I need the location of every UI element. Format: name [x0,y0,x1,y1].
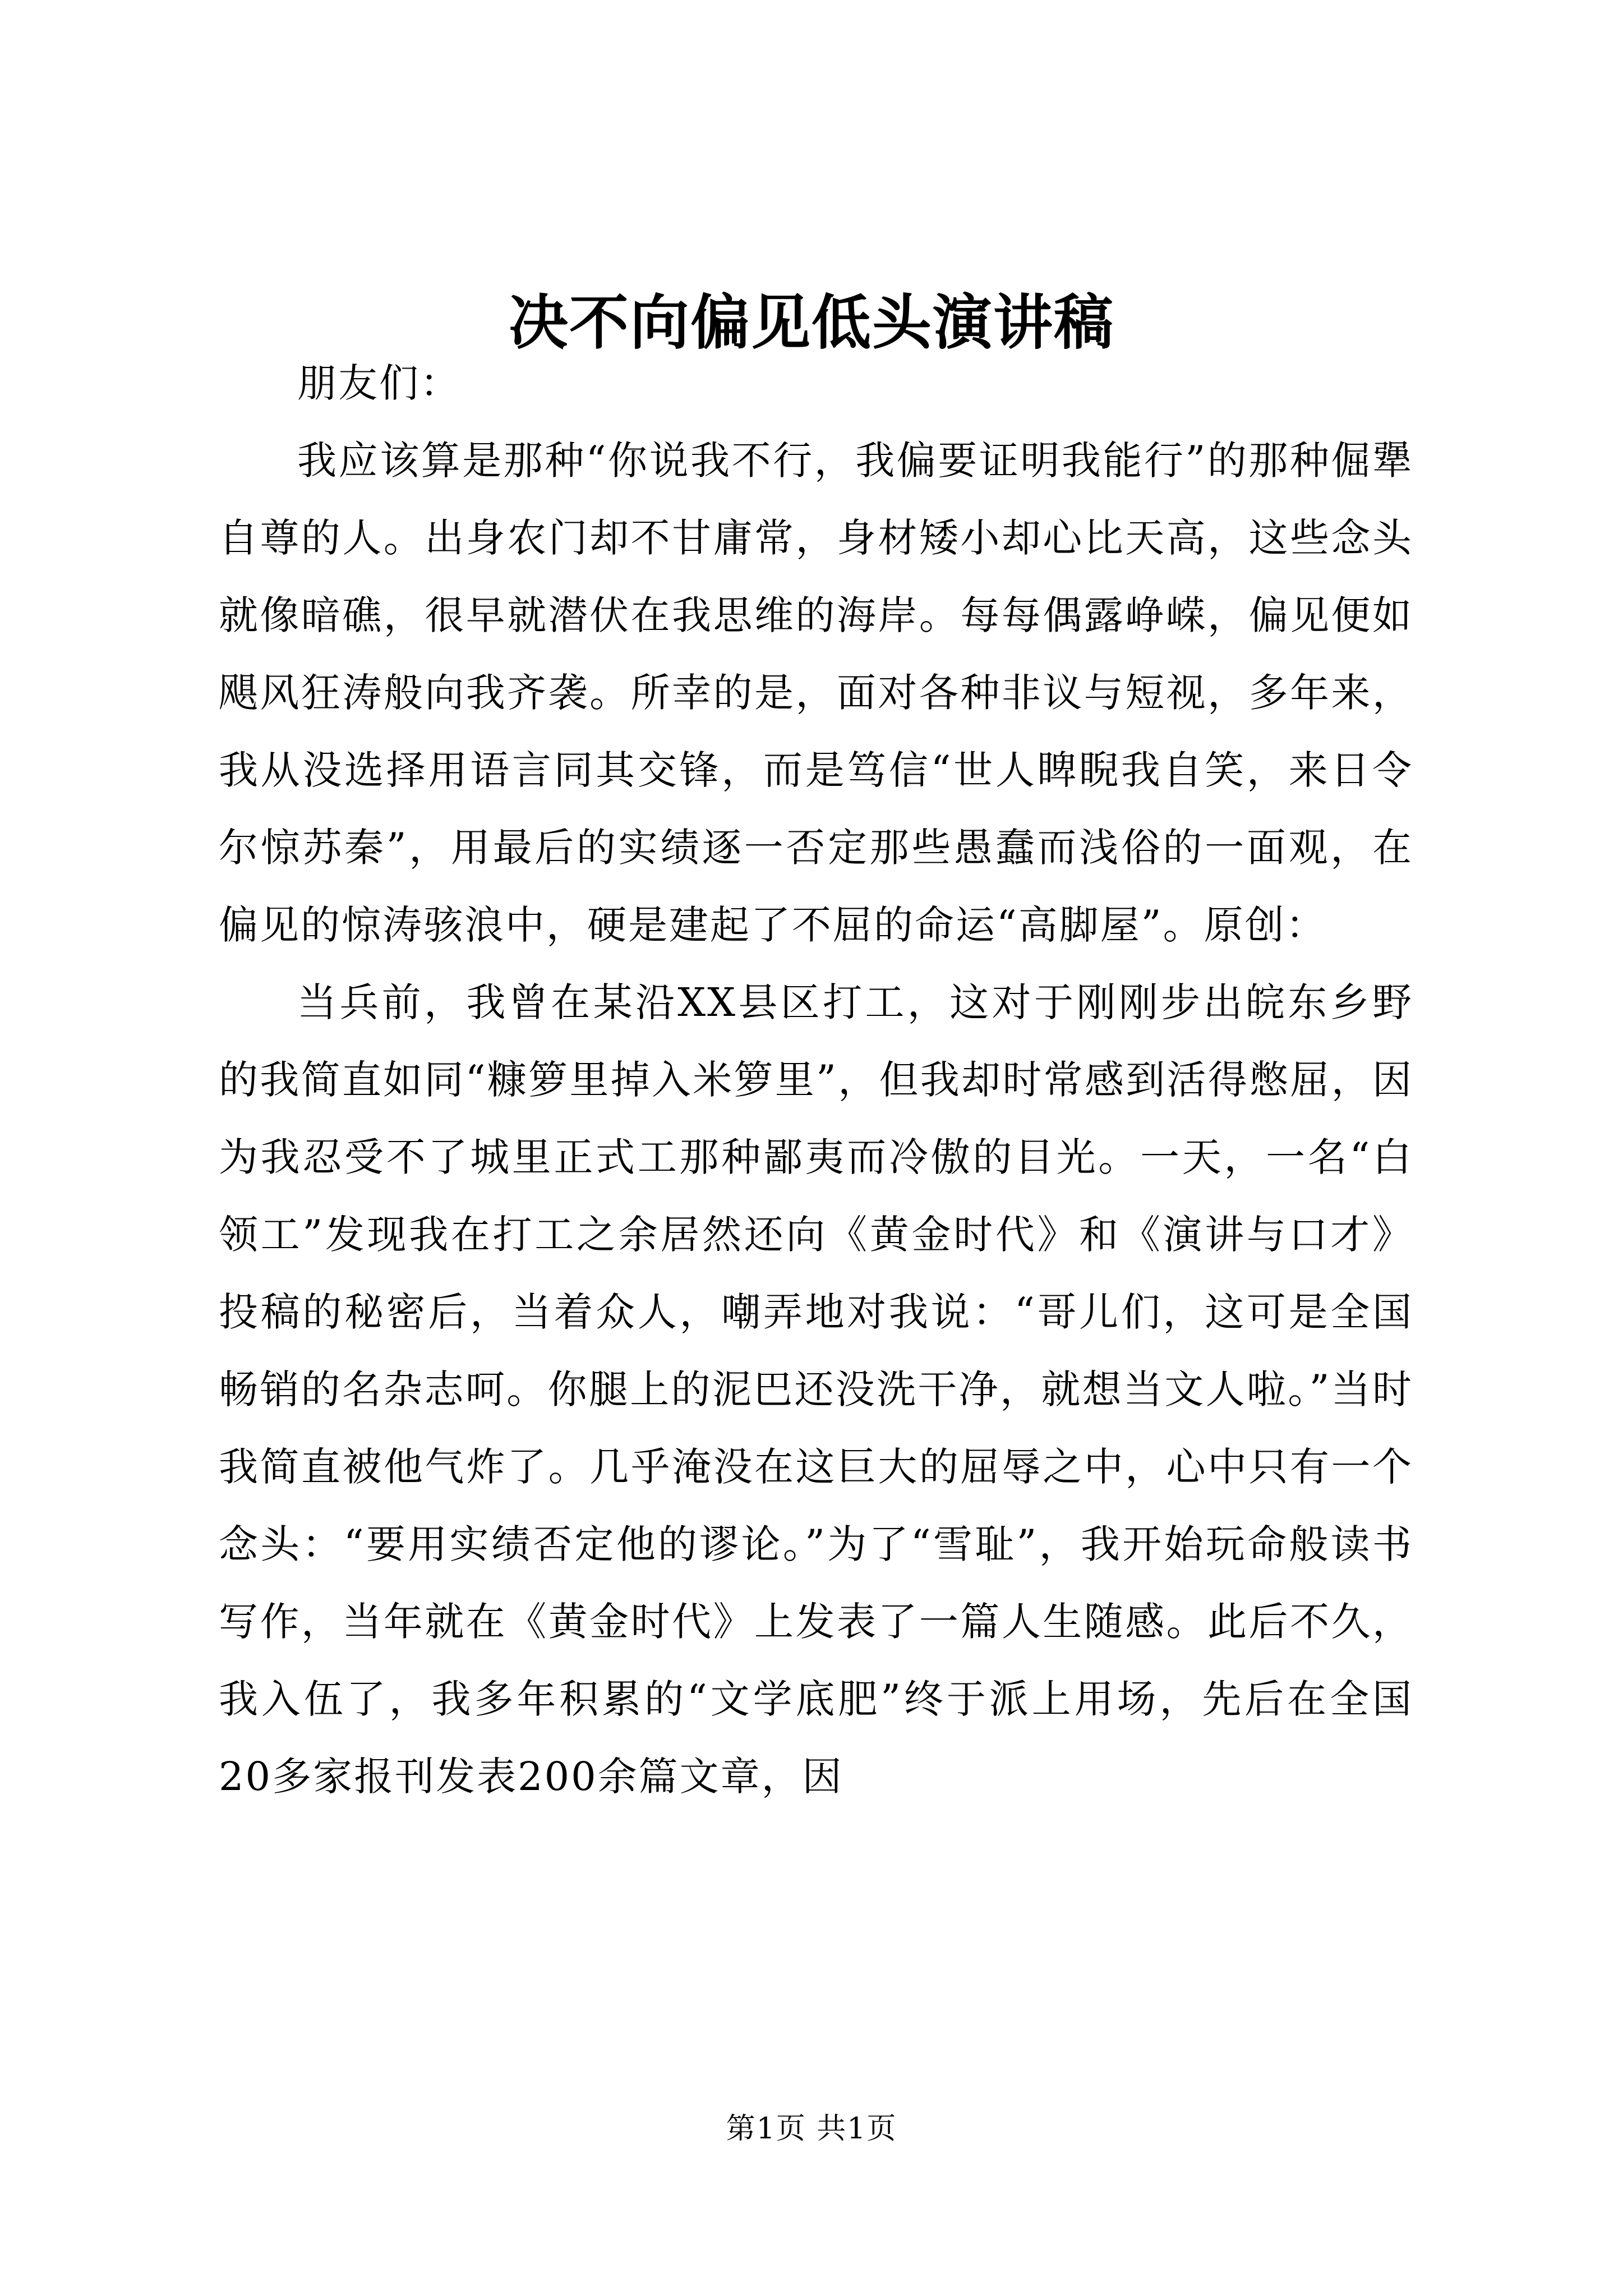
page-footer: 第1页 共1页 [726,2112,897,2146]
document-title: 决不向偏见低头演讲稿 [509,287,1114,357]
body-paragraph-1: 我应该算是那种“你说我不行，我偏要证明我能行”的那种倔犟自尊的人。出身农门却不甘庸常，身材矮小却心比天高，这些念头就像暗礁，很早就潜伏在我思维的海岸。每每偶露峥嵘，偏见便如飓风狂涛般向我齐袭。所幸的是，面对各种非议与短视，多年来，我从没选择用语言同其交锋，而是笃信“世人睥睨我自笑，来日令尔惊苏秦”，用最后的实绩逐一否定那些愚蠢而浅俗的一面观，在偏见的惊涛骇浪中，硬是建起了不屈的命运“高脚屋”。原创： [219,438,1413,948]
body-paragraph-2: 当兵前，我曾在某沿XX县区打工，这对于刚刚步出皖东乡野的我简直如同“糠箩里掉入米箩里”，但我却时常感到活得憋屈，因为我忍受不了城里正式工那种鄙夷而冷傲的目光。一天，一名“白领工”发现我在打工之余居然还向《黄金时代》和《演讲与口才》投稿的秘密后，当着众人，嘲弄地对我说：“哥儿们，这可是全国畅销的名杂志呵。你腿上的泥巴还没洗干净，就想当文人啦。”当时我简直被他气炸了。几乎淹没在这巨大的屈辱之中，心中只有一个念头：“要用实绩否定他的谬论。”为了“雪耻”，我开始玩命般读书写作，当年就在《黄金时代》上发表了一篇人生随感。此后不久，我入伍了，我多年积累的“文学底肥”终于派上用场，先后在全国20多家报刊发表200余篇文章，因 [219,979,1413,1800]
document-body [219,344,1413,1815]
greeting-paragraph: 朋友们： [297,360,461,406]
